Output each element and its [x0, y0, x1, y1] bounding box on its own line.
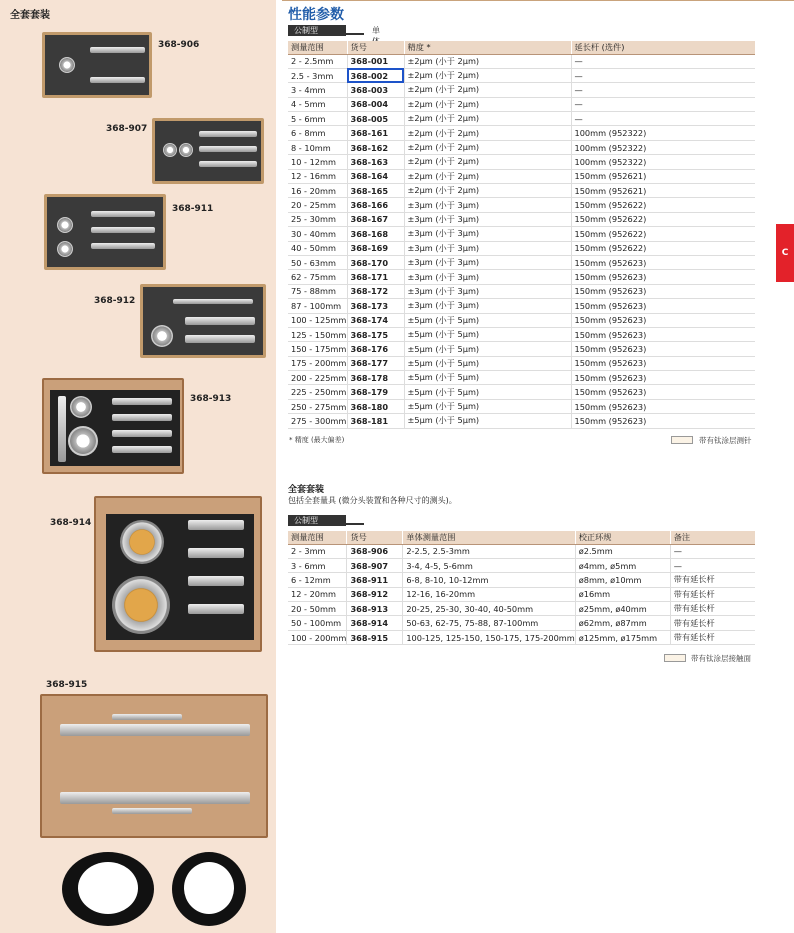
table-row — [288, 241, 755, 255]
table-cell: 100mm (952322) — [571, 155, 755, 169]
col-header-ring-gauge: 校正环规 — [575, 531, 670, 544]
order-code-cell[interactable]: 368-181 — [347, 414, 404, 428]
ring-gauge-image-small — [172, 852, 246, 926]
kit-image-368-912 — [140, 284, 266, 358]
table-cell: 100 - 200mm — [288, 630, 347, 644]
table-row — [288, 212, 755, 226]
order-code-cell[interactable]: 368-174 — [347, 313, 404, 327]
table-cell: 150mm (952623) — [571, 399, 755, 413]
kit-label-368-906: 368-906 — [158, 40, 200, 50]
table-cell: — — [571, 54, 755, 68]
top-divider — [282, 0, 794, 1]
table-cell: ø25mm, ø40mm — [575, 602, 670, 616]
table-row — [288, 198, 755, 212]
table-row — [288, 54, 755, 68]
table-cell: — — [571, 97, 755, 111]
order-code-cell[interactable]: 368-162 — [347, 140, 404, 154]
table-cell: 150mm (952623) — [571, 313, 755, 327]
table-row — [288, 616, 755, 630]
table-cell: 62 - 75mm — [288, 270, 347, 284]
kit-label-368-915: 368-915 — [46, 680, 88, 690]
order-code-cell[interactable]: 368-168 — [347, 227, 404, 241]
order-code-cell[interactable]: 368-002 — [347, 68, 404, 82]
table-cell: ±3μm (小于 3μm) — [404, 241, 571, 255]
table-cell: 150mm (952623) — [571, 270, 755, 284]
table-cell: ±5μm (小于 5μm) — [404, 399, 571, 413]
kit-label-368-913: 368-913 — [190, 394, 232, 404]
order-code-cell[interactable]: 368-005 — [347, 112, 404, 126]
table-cell: ±2μm (小于 2μm) — [404, 184, 571, 198]
col-header-accuracy: 精度 * — [404, 41, 571, 54]
table-cell: 50-63, 62-75, 75-88, 87-100mm — [403, 616, 575, 630]
table-cell: ±2μm (小于 2μm) — [404, 169, 571, 183]
order-code-cell[interactable]: 368-913 — [347, 602, 403, 616]
table-cell: ±2μm (小于 2μm) — [404, 112, 571, 126]
table-cell: 5 - 6mm — [288, 112, 347, 126]
order-code-cell[interactable]: 368-907 — [347, 558, 403, 572]
table-cell: 175 - 200mm — [288, 356, 347, 370]
table-cell: 12-16, 16-20mm — [403, 587, 575, 601]
table-cell: 150mm (952623) — [571, 284, 755, 298]
table-cell: 3-4, 4-5, 5-6mm — [403, 558, 575, 572]
table-cell: 3 - 6mm — [288, 558, 347, 572]
table-row — [288, 587, 755, 601]
table-row — [288, 313, 755, 327]
table-row — [288, 573, 755, 587]
table-cell: 150 - 175mm — [288, 342, 347, 356]
table-cell: 带有延长杆 — [670, 602, 755, 616]
table-cell: 125 - 150mm — [288, 327, 347, 341]
table-cell: 150mm (952622) — [571, 241, 755, 255]
table-cell: ø4mm, ø5mm — [575, 558, 670, 572]
section-tab-c[interactable]: C — [776, 224, 794, 282]
kit-label-368-912: 368-912 — [94, 296, 136, 306]
table-cell: — — [670, 544, 755, 558]
order-code-cell[interactable]: 368-176 — [347, 342, 404, 356]
table-row — [288, 68, 755, 82]
table-cell: ±5μm (小于 5μm) — [404, 385, 571, 399]
col-header-unit-range: 单体测量范围 — [403, 531, 575, 544]
order-code-cell[interactable]: 368-164 — [347, 169, 404, 183]
table-cell: 150mm (952623) — [571, 342, 755, 356]
table-cell: ø62mm, ø87mm — [575, 616, 670, 630]
table-cell: — — [571, 68, 755, 82]
table1-tab: 公制型 — [288, 25, 346, 36]
table-cell: 150mm (952621) — [571, 169, 755, 183]
table-row — [288, 385, 755, 399]
table-row — [288, 227, 755, 241]
table-cell: 6-8, 8-10, 10-12mm — [403, 573, 575, 587]
table-row — [288, 414, 755, 428]
table-row — [288, 630, 755, 644]
table-row — [288, 155, 755, 169]
table-cell: 带有延长杆 — [670, 616, 755, 630]
table-cell: 6 - 12mm — [288, 573, 347, 587]
kit-image-368-914 — [94, 496, 262, 652]
table-cell: ±3μm (小于 3μm) — [404, 284, 571, 298]
order-code-cell[interactable]: 368-912 — [347, 587, 403, 601]
table-row — [288, 184, 755, 198]
table-row — [288, 399, 755, 413]
table-cell: 2-2.5, 2.5-3mm — [403, 544, 575, 558]
table-cell: 8 - 10mm — [288, 140, 347, 154]
table-row — [288, 83, 755, 97]
kit-image-368-915 — [40, 694, 268, 838]
table-cell: ø125mm, ø175mm — [575, 630, 670, 644]
legend-coated-contact: 带有钛涂层接触面 — [691, 654, 751, 663]
table-cell: 3 - 4mm — [288, 83, 347, 97]
table-cell: 12 - 16mm — [288, 169, 347, 183]
table-cell: ø8mm, ø10mm — [575, 573, 670, 587]
col-header-range: 测量范围 — [288, 41, 347, 54]
table-cell: 200 - 225mm — [288, 371, 347, 385]
table-cell: 12 - 20mm — [288, 587, 347, 601]
table-row — [288, 112, 755, 126]
order-code-cell[interactable]: 368-163 — [347, 155, 404, 169]
kit-image-368-907 — [152, 118, 264, 184]
table-row — [288, 299, 755, 313]
table-cell: ±3μm (小于 3μm) — [404, 299, 571, 313]
order-code-cell[interactable]: 368-911 — [347, 573, 403, 587]
kit-image-368-911 — [44, 194, 166, 270]
table-cell: ±5μm (小于 5μm) — [404, 342, 571, 356]
table-row — [288, 97, 755, 111]
table-row — [288, 140, 755, 154]
order-code-cell[interactable]: 368-175 — [347, 327, 404, 341]
order-code-cell[interactable]: 368-001 — [347, 54, 404, 68]
kit-image-368-906 — [42, 32, 152, 98]
table-cell: 带有延长杆 — [670, 587, 755, 601]
table-row — [288, 602, 755, 616]
table-row — [288, 371, 755, 385]
product-image-panel — [0, 0, 276, 933]
order-code-cell[interactable]: 368-004 — [347, 97, 404, 111]
order-code-cell[interactable]: 368-906 — [347, 544, 403, 558]
legend-coated-stylus: 带有钛涂层测针 — [699, 436, 752, 445]
table-cell: 20 - 50mm — [288, 602, 347, 616]
table-cell: 225 - 250mm — [288, 385, 347, 399]
table-cell: 2 - 3mm — [288, 544, 347, 558]
page-heading: 性能参数 — [288, 7, 344, 23]
table-cell: ±3μm (小于 3μm) — [404, 270, 571, 284]
order-code-cell[interactable]: 368-171 — [347, 270, 404, 284]
table-cell: ±2μm (小于 2μm) — [404, 97, 571, 111]
table-cell: 4 - 5mm — [288, 97, 347, 111]
col-header-extension: 延长杆 (选件) — [571, 41, 755, 54]
table-cell: 带有延长杆 — [670, 573, 755, 587]
table-row — [288, 169, 755, 183]
table-cell: 150mm (952623) — [571, 299, 755, 313]
table-row — [288, 356, 755, 370]
table-cell: ±5μm (小于 5μm) — [404, 356, 571, 370]
accuracy-footnote: * 精度 (最大偏差) — [289, 436, 345, 444]
table-cell: ±2μm (小于 2μm) — [404, 155, 571, 169]
table-cell: 75 - 88mm — [288, 284, 347, 298]
col-header-remarks: 备注 — [670, 531, 755, 544]
legend-swatch-coated-stylus — [671, 436, 693, 444]
table-cell: 2 - 2.5mm — [288, 54, 347, 68]
table-cell: ±5μm (小于 5μm) — [404, 313, 571, 327]
table-cell: 10 - 12mm — [288, 155, 347, 169]
table-row — [288, 544, 755, 558]
table-cell: 20-25, 25-30, 30-40, 40-50mm — [403, 602, 575, 616]
table-cell: 100-125, 125-150, 150-175, 175-200mm — [403, 630, 575, 644]
table-cell: 100mm (952322) — [571, 140, 755, 154]
kit-section-title: 全套套装 — [288, 485, 325, 495]
table-cell: 50 - 63mm — [288, 255, 347, 269]
table-cell: 25 - 30mm — [288, 212, 347, 226]
table-cell: ±2μm (小于 2μm) — [404, 140, 571, 154]
table-row — [288, 327, 755, 341]
table-cell: ±2μm (小于 2μm) — [404, 54, 571, 68]
order-code-cell[interactable]: 368-178 — [347, 371, 404, 385]
order-code-cell[interactable]: 368-170 — [347, 255, 404, 269]
col-header-code: 货号 — [347, 531, 403, 544]
table-cell: 150mm (952622) — [571, 227, 755, 241]
table-cell: ø2.5mm — [575, 544, 670, 558]
table-cell: 6 - 8mm — [288, 126, 347, 140]
order-code-cell[interactable]: 368-179 — [347, 385, 404, 399]
table-cell: ±3μm (小于 3μm) — [404, 198, 571, 212]
table-cell: ±5μm (小于 5μm) — [404, 371, 571, 385]
table-cell: 30 - 40mm — [288, 227, 347, 241]
table-cell: 150mm (952623) — [571, 414, 755, 428]
tab-underline-2 — [346, 523, 364, 525]
table-cell: — — [670, 558, 755, 572]
complete-set-table — [288, 531, 755, 645]
kit-section-desc: 包括全套量具 (微分头装置和各种尺寸的测头)。 — [288, 496, 457, 505]
table-cell: ±3μm (小于 3μm) — [404, 212, 571, 226]
table-cell: 16 - 20mm — [288, 184, 347, 198]
order-code-cell[interactable]: 368-169 — [347, 241, 404, 255]
table-cell: 2.5 - 3mm — [288, 68, 347, 82]
table-cell: 150mm (952623) — [571, 385, 755, 399]
kit-label-368-914: 368-914 — [50, 518, 92, 528]
table-cell: 150mm (952622) — [571, 198, 755, 212]
table-cell: 150mm (952622) — [571, 212, 755, 226]
table-cell: ±3μm (小于 3μm) — [404, 255, 571, 269]
legend-swatch-coated-contact — [664, 654, 686, 662]
order-code-cell[interactable]: 368-173 — [347, 299, 404, 313]
kit-image-368-913 — [42, 378, 184, 474]
table-cell: 150mm (952623) — [571, 371, 755, 385]
table-cell: — — [571, 112, 755, 126]
table-cell: ±3μm (小于 3μm) — [404, 227, 571, 241]
table-row — [288, 342, 755, 356]
table-cell: ±2μm (小于 2μm) — [404, 68, 571, 82]
table-cell: 50 - 100mm — [288, 616, 347, 630]
kit-label-368-907: 368-907 — [106, 124, 148, 134]
table-cell: 150mm (952623) — [571, 356, 755, 370]
table-cell: ø16mm — [575, 587, 670, 601]
table-cell: ±5μm (小于 5μm) — [404, 414, 571, 428]
order-code-cell[interactable]: 368-166 — [347, 198, 404, 212]
table-cell: 275 - 300mm — [288, 414, 347, 428]
order-code-cell[interactable]: 368-172 — [347, 284, 404, 298]
single-unit-spec-table — [288, 41, 755, 429]
table-cell: 带有延长杆 — [670, 630, 755, 644]
order-code-cell[interactable]: 368-915 — [347, 630, 403, 644]
table-cell: 150mm (952623) — [571, 255, 755, 269]
table-cell: 100mm (952322) — [571, 126, 755, 140]
table1-subtitle: 单 — [372, 26, 380, 35]
table-cell: 20 - 25mm — [288, 198, 347, 212]
table-cell: ±2μm (小于 2μm) — [404, 126, 571, 140]
table2-tab: 公制型 — [288, 515, 346, 526]
table-row — [288, 284, 755, 298]
col-header-range: 测量范围 — [288, 531, 347, 544]
table-row — [288, 558, 755, 572]
table-row — [288, 270, 755, 284]
table-cell: 100 - 125mm — [288, 313, 347, 327]
table-cell: — — [571, 83, 755, 97]
order-code-cell[interactable]: 368-161 — [347, 126, 404, 140]
table-cell: 87 - 100mm — [288, 299, 347, 313]
order-code-cell[interactable]: 368-165 — [347, 184, 404, 198]
ring-gauge-image-large — [62, 852, 154, 926]
order-code-cell[interactable]: 368-914 — [347, 616, 403, 630]
table-row — [288, 126, 755, 140]
table-cell: 150mm (952623) — [571, 327, 755, 341]
order-code-cell[interactable]: 368-167 — [347, 212, 404, 226]
table-cell: 150mm (952621) — [571, 184, 755, 198]
col-header-code: 货号 — [347, 41, 404, 54]
order-code-cell[interactable]: 368-180 — [347, 399, 404, 413]
table-cell: ±2μm (小于 2μm) — [404, 83, 571, 97]
table-row — [288, 255, 755, 269]
order-code-cell[interactable]: 368-003 — [347, 83, 404, 97]
table-cell: 40 - 50mm — [288, 241, 347, 255]
tab-underline — [346, 33, 364, 35]
left-panel-title: 全套套装 — [10, 10, 50, 21]
table-cell: ±5μm (小于 5μm) — [404, 327, 571, 341]
table-cell: 250 - 275mm — [288, 399, 347, 413]
kit-label-368-911: 368-911 — [172, 204, 214, 214]
order-code-cell[interactable]: 368-177 — [347, 356, 404, 370]
